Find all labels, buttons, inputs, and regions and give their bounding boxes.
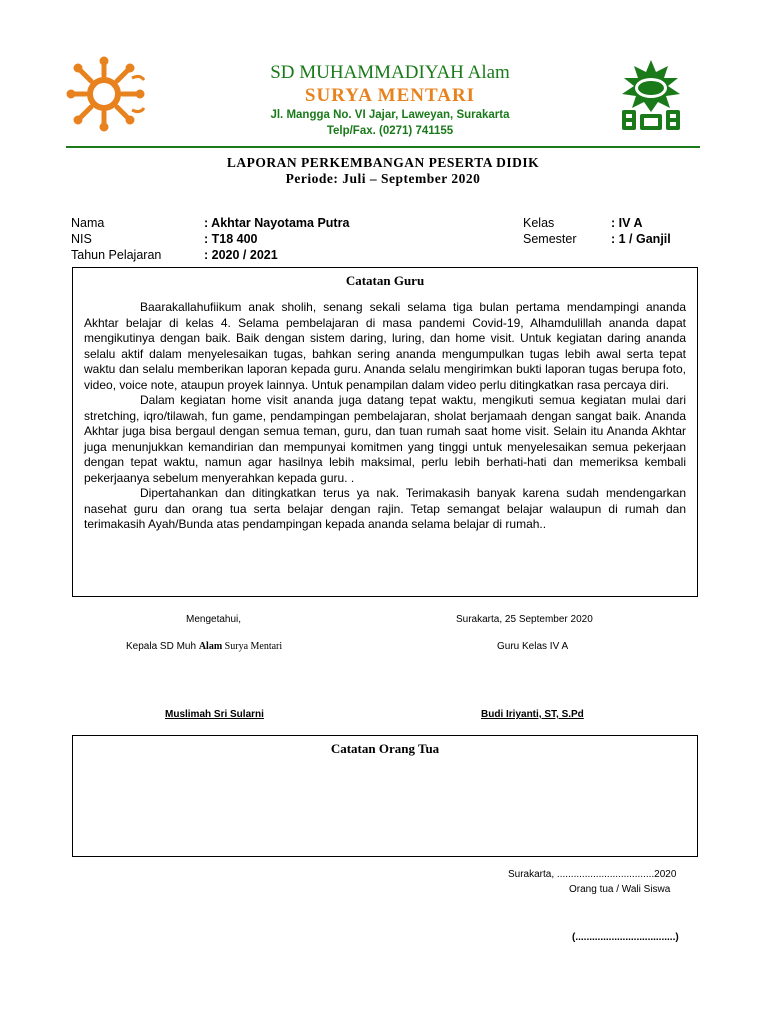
report-title: LAPORAN PERKEMBANGAN PESERTA DIDIK (226, 155, 540, 170)
semester-value: : 1 / Ganjil (611, 232, 671, 246)
parent-notes-box (72, 735, 698, 857)
school-address: Jl. Mangga No. VI Jajar, Laweyan, Surakarta (270, 109, 510, 121)
principal-title (126, 641, 282, 652)
header-divider (66, 146, 700, 148)
nis-label: NIS (71, 232, 92, 246)
acknowledged-label: Mengetahui, (186, 614, 242, 625)
teacher-notes-title: Catatan Guru (345, 273, 425, 288)
teacher-title: Guru Kelas IV A (497, 641, 569, 652)
class-label: Kelas (523, 216, 555, 230)
school-name: SD MUHAMMADIYAH Alam (270, 62, 510, 83)
report-period: Periode: Juli – September 2020 (285, 171, 481, 186)
principal-title-part: Surya Mentari (222, 641, 283, 652)
teacher-notes-paragraph: Dalam kegiatan home visit ananda juga datang tepat waktu, mengikuti semua kegiatan mulai dari stretching, iqro/tilawah, fun game, pendampingan pembelajaran, sholat berjamaah dengan sangat baik. Ananda Akhtar juga bisa bergaul dengan semua teman, guru, dan tuan rumah saat home visit. Selain itu Ananda Akhtar juga menunjukkan kemandirian dan mempunyai komitmen yang tinggi untuk menyelesaikan semua pekerjaan dengan tepat waktu, namun agar hasilnya lebih maksimal, perlu lebih berhati-hati dan memeriksa kembali pekerjaanya sebelum menyerahkan kepada guru. . (84, 393, 686, 485)
teacher-notes-paragraph: Dipertahankan dan ditingkatkan terus ya nak. Terimakasih banyak karena sudah mendengarkan nasehat guru dan orang tua serta belajar dengan rajin. Tetap semangat belajar walaupun di rumah dan terimakasih Ayah/Bunda atas pendampingan kepada ananda selama belajar di rumah.. (84, 486, 686, 531)
semester-label: Semester (523, 232, 577, 246)
teacher-notes-box (72, 267, 698, 597)
name-label: Nama (71, 216, 105, 230)
teacher-notes-paragraph: Baarakallahufiikum anak sholih, senang sekali selama tiga bulan pertama mendampingi ananda Akhtar belajar di kelas 4. Selama pembelajaran di masa pandemi Covid-19, Alhamdulillah ananda dapat mengikutinya dengan baik. Baik dengan sistem daring, luring, dan home visit. Untuk kegiatan daring ananda selalu aktif dalam menyelesaikan tugas, bahkan sering ananda mengumpulkan tugas lebih awal serta tepat waktu dan selalu memberikan laporan kepada guru. Ananda selalu mengirimkan bukti laporan tugas berupa foto, video, voice note, ataupun proyek lainnya. Untuk penampilan dalam video perlu ditingkatkan rasa percaya diri. (84, 300, 686, 392)
sun-logo-icon (66, 56, 150, 132)
nis-value: : T18 400 (204, 232, 258, 246)
year-value: : 2020 / 2021 (204, 248, 278, 262)
school-phone: Telp/Fax. (0271) 741155 (326, 125, 454, 137)
principal-title-part: Kepala SD Muh (126, 641, 199, 652)
principal-name: Muslimah Sri Sularni (165, 709, 264, 720)
name-value: : Akhtar Nayotama Putra (204, 216, 350, 230)
teacher-name: Budi Iriyanti, ST, S.Pd (481, 709, 584, 720)
class-value: : IV A (611, 216, 643, 230)
year-label: Tahun Pelajaran (71, 248, 162, 262)
signature-place-date: Surakarta, 25 September 2020 (456, 614, 593, 625)
parent-notes-title: Catatan Orang Tua (330, 741, 440, 756)
parent-place-date: Surakarta, ...................................2020 (508, 869, 677, 880)
parent-name-placeholder: (....................................) (572, 932, 679, 943)
principal-title-part: Alam (198, 641, 223, 652)
parent-role: Orang tua / Wali Siswa (569, 884, 671, 895)
teacher-notes-body (84, 300, 686, 533)
school-subname: SURYA MENTARI (304, 85, 476, 106)
